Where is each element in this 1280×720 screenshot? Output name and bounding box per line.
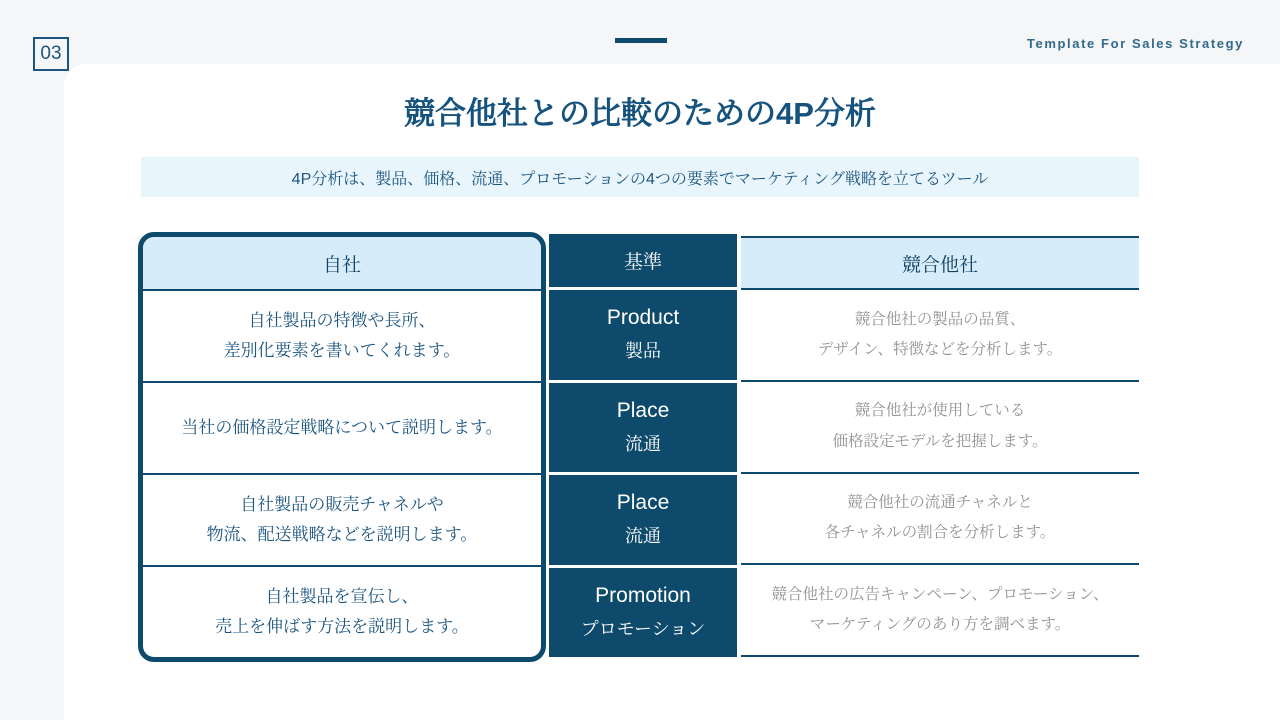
cell-text: 自社製品の特徴や長所、 [248,310,436,330]
cell-text: 当社の価格設定戦略について説明します。 [181,417,503,437]
table-cell [549,475,737,568]
table-cell [143,291,541,383]
top-dash-divider [615,38,667,43]
table-cell [549,383,737,476]
column-criteria [549,234,737,657]
cell-text: 競合他社の広告キャンペーン、プロモーション、 [771,585,1109,603]
cell-text: 競合他社の流通チャネルと [847,494,1033,512]
criteria-english: Product [606,306,680,330]
table-cell [741,290,1139,382]
page-number: 03 [40,43,62,64]
column-own-company [138,232,546,662]
cell-text: 差別化要素を書いてくれます。 [223,341,461,360]
criteria-japanese: 流通 [625,526,661,547]
table-cell [143,475,541,567]
cell-text: 物流、配送戦略などを説明します。 [206,525,478,544]
cell-text: 売上を伸ばす方法を説明します。 [215,617,469,636]
criteria-japanese: 製品 [625,341,661,362]
table-cell [741,565,1139,657]
criteria-japanese: プロモーション [580,618,706,639]
table-cell [143,567,541,657]
criteria-english: Place [616,398,670,422]
cell-text: 競合他社が使用している [854,402,1026,420]
criteria-japanese: 流通 [625,433,661,454]
subtitle-banner [141,157,1139,197]
cell-text: 自社製品を宣伝し、 [265,586,419,606]
criteria-header: 基準 [549,234,737,290]
cell-text: デザイン、特徴などを分析します。 [817,340,1063,358]
own-company-header: 自社 [143,237,541,291]
criteria-english: Promotion [595,583,691,607]
cell-text: 価格設定モデルを把握します。 [832,432,1048,450]
table-cell [741,474,1139,566]
cell-text: 自社製品の販売チャネルや [240,494,444,514]
table-cell [143,383,541,475]
criteria-english: Place [616,491,670,515]
brand-tagline: Template For Sales Strategy [1026,36,1244,51]
table-cell [741,382,1139,474]
competitor-header: 競合他社 [741,236,1139,290]
subtitle-text: 4P分析は、製品、価格、流通、プロモーションの4つの要素でマーケティング戦略を立てるツール [291,170,989,188]
page-number-badge [33,37,69,71]
cell-text: 各チャネルの割合を分析します。 [824,524,1056,542]
4p-comparison-table [141,236,1139,657]
column-competitor [741,236,1139,657]
page-title: 競合他社との比較のための4P分析 [404,96,876,131]
cell-text: マーケティングのあり方を調べます。 [809,616,1071,634]
cell-text: 競合他社の製品の品質、 [854,310,1026,328]
table-cell [549,290,737,383]
table-cell [549,568,737,658]
